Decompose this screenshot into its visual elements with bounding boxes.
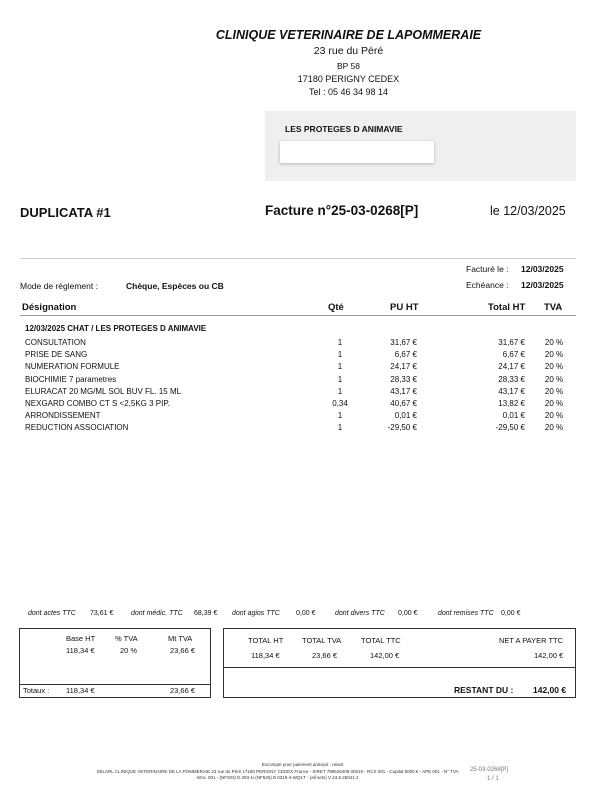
vat-pct-label: % TVA xyxy=(115,634,138,643)
remises-label: dont remises TTC xyxy=(438,610,494,617)
billed-label: Facturé le : xyxy=(466,264,509,274)
table-row xyxy=(20,410,576,422)
total-ht: 118,34 € xyxy=(251,651,280,660)
row-qte: 1 xyxy=(337,374,343,384)
footer-escompte: Escompte pour paiement anticipé : néant xyxy=(261,762,344,767)
footer-ref: 25-03-0268[P] xyxy=(470,767,509,773)
row-designation: ARRONDISSEMENT xyxy=(25,411,101,421)
vat-pct: 20 % xyxy=(120,646,138,655)
vat-totaux-label: Totaux : xyxy=(23,686,50,695)
totals-divider xyxy=(224,667,575,668)
row-qte: 1 xyxy=(337,362,343,372)
row-designation: REDUCTION ASSOCIATION xyxy=(25,423,129,433)
row-designation: CONSULTATION xyxy=(25,338,86,347)
nap-label: NET A PAYER TTC xyxy=(499,636,564,645)
table-row xyxy=(20,374,576,386)
row-total: 43,17 € xyxy=(498,386,525,396)
recipient-address-field xyxy=(280,141,434,163)
medic-value: 68,39 € xyxy=(194,610,218,617)
row-tva: 20 % xyxy=(544,423,564,433)
divers-label: dont divers TTC xyxy=(335,610,385,617)
row-pu: -29,50 € xyxy=(387,423,417,433)
agios-value: 0,00 € xyxy=(296,610,316,617)
row-pu: 24,17 € xyxy=(390,362,417,372)
row-total: 6,67 € xyxy=(502,350,525,360)
row-tva: 20 % xyxy=(544,338,564,347)
row-pu: 43,17 € xyxy=(390,386,417,396)
vat-base-label: Base HT xyxy=(66,634,96,643)
payment-value: Chèque, Espèces ou CB xyxy=(126,281,224,291)
table-row xyxy=(20,422,576,434)
row-designation: ELURACAT 20 MG/ML SOL BUV FL. 15 ML xyxy=(25,386,182,396)
clinic-name: CLINIQUE VETERINAIRE DE LAPOMMERAIE xyxy=(215,28,482,42)
billed-value: 12/03/2025 xyxy=(521,264,564,274)
row-qte: 1 xyxy=(337,386,343,396)
payment-label: Mode de règlement : xyxy=(20,281,98,291)
row-tva: 20 % xyxy=(544,399,564,408)
row-tva: 20 % xyxy=(544,374,564,384)
row-tva: 20 % xyxy=(544,386,564,396)
total-tva: 23,66 € xyxy=(312,651,338,660)
actes-label: dont actes TTC xyxy=(28,610,76,617)
row-designation: NUMERATION FORMULE xyxy=(25,362,120,372)
remises-value: 0,00 € xyxy=(501,610,521,617)
divers-value: 0,00 € xyxy=(398,610,418,617)
invoice-number: Facture n°25-03-0268[P] xyxy=(265,203,419,218)
nap-value: 142,00 € xyxy=(534,651,564,660)
col-qte: Qté xyxy=(328,302,344,313)
agios-label: dont agios TTC xyxy=(232,610,280,617)
vat-base: 118,34 € xyxy=(66,646,95,655)
col-tva: TVA xyxy=(544,302,563,313)
totals-box xyxy=(223,628,576,698)
row-total: 31,67 € xyxy=(498,338,525,347)
row-tva: 20 % xyxy=(544,350,564,360)
table-section-title: 12/03/2025 CHAT / LES PROTEGES D ANIMAVIE xyxy=(25,324,207,333)
table-row xyxy=(20,337,576,349)
total-ttc-label: TOTAL TTC xyxy=(361,636,401,645)
table-row xyxy=(20,349,576,361)
footer-page: 1 / 1 xyxy=(487,776,499,782)
footer-company: SELARL CLINIQUE VETERINAIRE DE LA POMMERAIE 23 rue du Péré 17180 PERIGNY CEDEX France - SIRET 789525409 00015 - RCS 001 - Capital 5000 € - APE 001 - N° TVA xyxy=(96,769,459,774)
actes-value: 73,61 € xyxy=(90,610,114,617)
row-pu: 31,67 € xyxy=(390,338,417,347)
row-total: -29,50 € xyxy=(495,423,525,433)
row-tva: 20 % xyxy=(544,411,564,421)
table-row xyxy=(20,386,576,398)
clinic-tel: Tel : 05 46 34 98 14 xyxy=(308,87,389,97)
table-header-line xyxy=(20,315,576,316)
table-row xyxy=(20,361,576,373)
restant-label: RESTANT DU : xyxy=(454,685,514,695)
table-row xyxy=(20,398,576,410)
row-pu: 40,67 € xyxy=(390,399,417,408)
row-qte: 1 xyxy=(337,411,343,421)
row-qte: 1 xyxy=(337,423,343,433)
row-qte: 0,34 xyxy=(332,399,348,408)
due-value: 12/03/2025 xyxy=(521,280,564,290)
total-ttc: 142,00 € xyxy=(370,651,400,660)
due-label: Echéance : xyxy=(466,280,509,290)
footer-legal: Intra. 001 - (NF203) E 303-1i (NF525) B 0315-4-WQ1T - (all sets) V 24.5.25041.2 xyxy=(196,775,359,780)
total-ht-label: TOTAL HT xyxy=(248,636,284,645)
row-tva: 20 % xyxy=(544,362,564,372)
total-tva-label: TOTAL TVA xyxy=(302,636,342,645)
row-qte: 1 xyxy=(337,350,343,360)
vat-box xyxy=(19,628,211,698)
medic-label: dont médic. TTC xyxy=(131,610,183,617)
invoice-date: le 12/03/2025 xyxy=(490,204,566,218)
row-designation: PRISE DE SANG xyxy=(25,350,88,360)
restant-value: 142,00 € xyxy=(533,685,567,695)
row-total: 0,01 € xyxy=(502,411,525,421)
row-pu: 28,33 € xyxy=(390,374,417,384)
row-total: 24,17 € xyxy=(498,362,525,372)
col-pu: PU HT xyxy=(390,302,419,313)
row-total: 28,33 € xyxy=(498,374,525,384)
row-designation: NEXGARD COMBO CT S <2,5KG 3 PIP. xyxy=(25,399,170,408)
row-pu: 0,01 € xyxy=(394,411,417,421)
vat-mt: 23,66 € xyxy=(170,646,196,655)
col-designation: Désignation xyxy=(22,302,77,313)
row-designation: BIOCHIMIE 7 parametres xyxy=(25,374,117,384)
table-header xyxy=(20,302,576,314)
vat-mt-label: Mt TVA xyxy=(168,634,193,643)
clinic-bp: BP 58 xyxy=(336,61,360,71)
vat-totaux-mt: 23,66 € xyxy=(170,686,196,695)
recipient-name: LES PROTEGES D ANIMAVIE xyxy=(285,124,403,134)
clinic-street: 23 rue du Péré xyxy=(313,45,384,57)
col-total: Total HT xyxy=(488,302,526,313)
divider xyxy=(20,258,576,259)
row-qte: 1 xyxy=(337,338,343,347)
vat-totaux-base: 118,34 € xyxy=(66,686,95,695)
clinic-city: 17180 PERIGNY CEDEX xyxy=(297,74,400,84)
row-total: 13,82 € xyxy=(498,399,525,408)
vat-totals-divider xyxy=(20,684,210,685)
duplicata-label: DUPLICATA #1 xyxy=(20,205,111,220)
recipient-box xyxy=(265,111,576,181)
row-pu: 6,67 € xyxy=(394,350,417,360)
